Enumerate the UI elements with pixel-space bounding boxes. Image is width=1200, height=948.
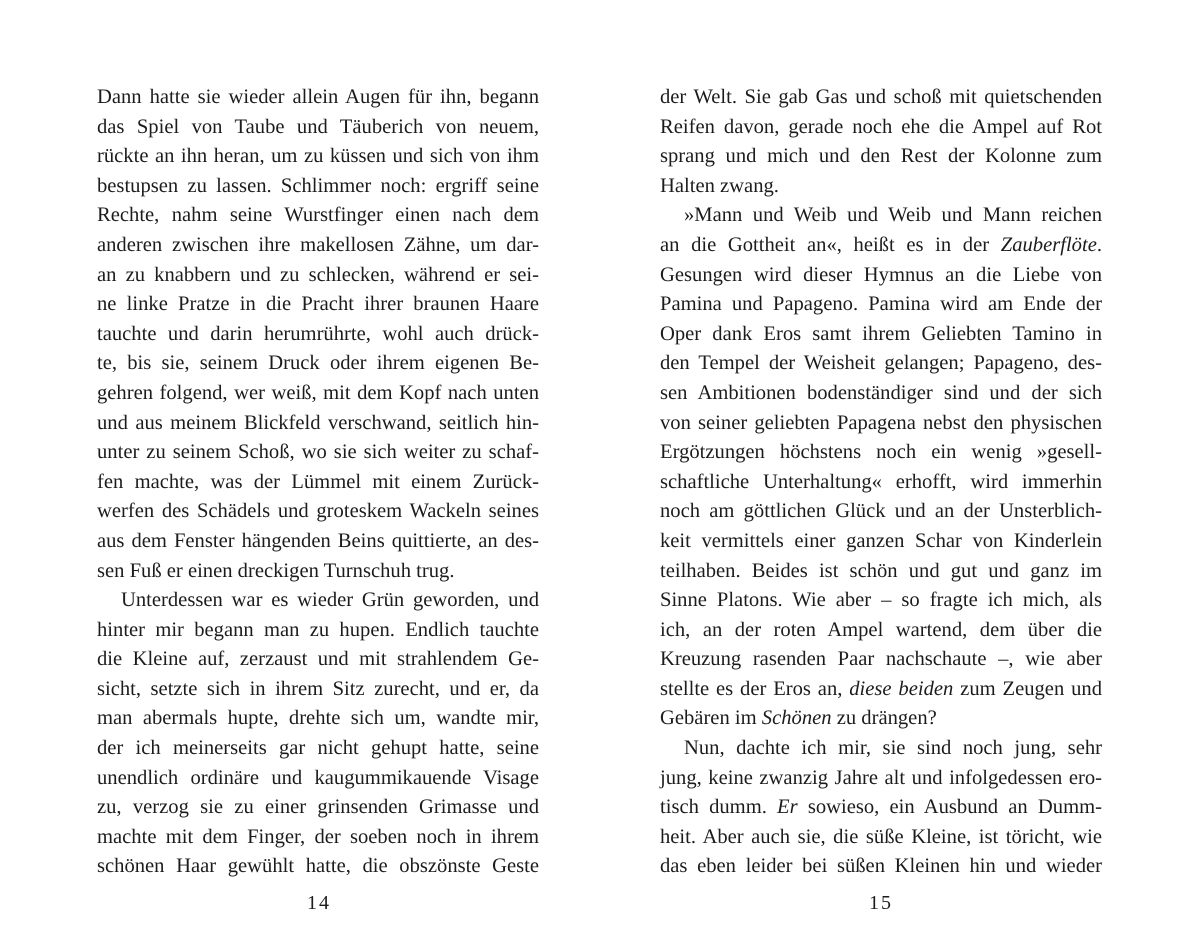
italic-title: Zauberflöte [1000, 233, 1097, 256]
text-line: die Kleine auf, zerzaust und mit strahlendem Ge- [97, 648, 539, 671]
text-line: unendlich ordinäre und kaugummikauende Visage [97, 766, 539, 789]
text-line: der ich meinerseits gar nicht gehupt hatte, seine [97, 737, 539, 760]
text-line: Unterdessen war es wieder Grün geworden, und [121, 589, 539, 612]
text-line: Reifen davon, gerade noch ehe die Ampel auf Rot [660, 115, 1102, 138]
text-line: an zu knabbern und zu schlecken, während er sei- [97, 263, 539, 286]
text-line: bestupsen zu lassen. Schlimmer noch: ergriff seine [97, 174, 539, 197]
text-line: den Tempel der Weisheit gelangen; Papageno, des- [660, 352, 1102, 375]
text-line: das Spiel von Taube und Täuberich von neuem, [97, 115, 539, 138]
text-line: rückte an ihn heran, um zu küssen und sich von ihm [97, 145, 539, 168]
text-line: anderen zwischen ihre makellosen Zähne, um dar- [97, 233, 539, 256]
text-line: werfen des Schädels und groteskem Wackeln seines [97, 500, 539, 523]
text-line: schönen Haar gewühlt hatte, die obszönste Geste [97, 855, 539, 878]
text-run: zu drängen? [831, 707, 937, 730]
text-run: zum Zeugen und [953, 677, 1102, 700]
text-line: jung, keine zwanzig Jahre alt und infolgedessen ero- [660, 766, 1102, 789]
text-line: sicht, setzte sich in ihrem Sitz zurecht, und er, da [97, 677, 539, 700]
italic-phrase: Schönen [761, 707, 832, 730]
text-line: ne linke Pratze in die Pracht ihrer braunen Haare [97, 293, 539, 316]
text-line: teilhaben. Beides ist schön und gut und ganz im [660, 559, 1102, 582]
text-line: Rechte, nahm seine Wurstfinger einen nach dem [97, 204, 539, 227]
page-number-right: 15 [869, 892, 893, 914]
text-line: fen machte, was der Lümmel mit einem Zurück- [97, 470, 539, 493]
text-line: Kreuzung rasenden Paar nachschaute –, wie aber [660, 648, 1102, 671]
text-line: Dann hatte sie wieder allein Augen für ihn, begann [97, 86, 539, 108]
text-line: das eben leider bei süßen Kleinen hin und wieder [660, 855, 1102, 878]
text-line: Gesungen wird dieser Hymnus an die Liebe von [660, 263, 1102, 286]
text-line [660, 675, 1102, 705]
text-line: zu, verzog sie zu einer grinsenden Grimasse und [97, 796, 539, 819]
text-line: aus dem Fenster hängenden Beins quittierte, an des- [97, 529, 539, 552]
text-line: sprang und mich und den Rest der Kolonne zum [660, 145, 1102, 168]
text-line: der Welt. Sie gab Gas und schoß mit quietschenden [660, 86, 1102, 108]
text-run: . [1096, 233, 1102, 256]
text-line [660, 704, 1102, 734]
text-line: Oper dank Eros samt ihrem Geliebten Tamino in [660, 322, 1102, 345]
text-line: noch am göttlichen Glück und an der Unsterblich- [660, 500, 1102, 523]
text-run: stellte es der Eros an, [660, 677, 850, 700]
text-line: gehren folgend, wer weiß, mit dem Kopf nach unten [97, 381, 539, 404]
text-line: machte mit dem Finger, der soeben noch in ihrem [97, 825, 539, 848]
left-page [97, 83, 539, 882]
italic-phrase: diese beiden [849, 677, 954, 700]
text-run: tisch dumm. [660, 796, 778, 819]
text-line: te, bis sie, seinem Druck oder ihrem eigenen Be- [97, 352, 539, 375]
text-line: schaftliche Unterhaltung« erhofft, wird immerhin [660, 470, 1102, 493]
text-line: hinter mir begann man zu hupen. Endlich tauchte [97, 618, 539, 641]
right-page [660, 83, 1102, 882]
text-line: und aus meinem Blickfeld verschwand, seitlich hin- [97, 411, 539, 434]
text-line: tauchte und darin herumrührte, wohl auch drück- [97, 322, 539, 345]
text-line: sen Fuß er einen dreckigen Turnschuh trug. [97, 559, 455, 582]
text-line: sen Ambitionen bodenständiger sind und der sich [660, 381, 1102, 404]
text-run: sowieso, ein Ausbund an Dumm- [797, 796, 1102, 819]
text-line: Nun, dachte ich mir, sie sind noch jung, sehr [684, 737, 1102, 760]
text-line: keit vermittels einer ganzen Schar von Kinderlein [660, 529, 1102, 552]
text-run: Gebären im [660, 707, 762, 730]
text-line: unter zu seinem Schoß, wo sie sich weiter zu schaf- [97, 441, 539, 464]
text-line: Sinne Platons. Wie aber – so fragte ich mich, als [660, 589, 1102, 612]
text-line: ich, an der roten Ampel wartend, dem über die [660, 618, 1102, 641]
text-line [660, 231, 1102, 261]
text-line [660, 793, 1102, 823]
text-line: »Mann und Weib und Weib und Mann reichen [684, 204, 1102, 227]
text-line: Halten zwang. [660, 174, 779, 197]
text-line: Pamina und Papageno. Pamina wird am Ende der [660, 293, 1102, 316]
text-run: an die Gottheit an«, heißt es in der [660, 233, 1001, 256]
page-number-left: 14 [307, 892, 331, 914]
italic-phrase: Er [777, 796, 798, 819]
text-line: Ergötzungen höchstens noch ein wenig »gesell- [660, 441, 1102, 464]
text-line: man abermals hupte, drehte sich um, wandte mir, [97, 707, 539, 730]
text-line: von seiner geliebten Papagena nebst den physischen [660, 411, 1102, 434]
text-line: heit. Aber auch sie, die süße Kleine, ist töricht, wie [660, 825, 1102, 848]
